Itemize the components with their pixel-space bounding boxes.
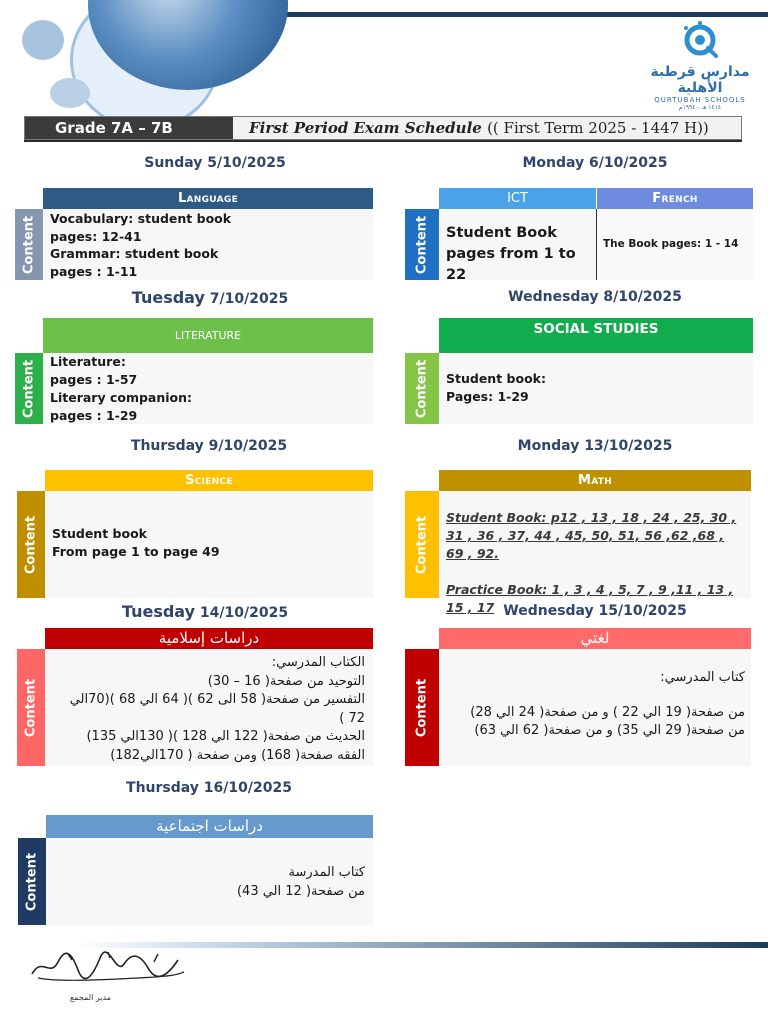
signature-image <box>28 948 188 984</box>
content-line: pages : 1-11 <box>50 263 138 279</box>
decor-bubble-small <box>22 20 64 60</box>
logo-emblem-icon <box>680 20 720 60</box>
subject-content <box>439 353 753 424</box>
day-heading: Monday 13/10/2025 <box>517 438 673 454</box>
signature-caption: مدير المجمع <box>70 993 111 1002</box>
content-line: Literature: <box>50 354 126 369</box>
subject-content <box>43 353 373 424</box>
content-line: من صفحة( 19 الي 22 ) و من صفحة( 24 الي 28) <box>470 704 745 720</box>
subject-block-social-studies <box>405 318 753 424</box>
school-founded: ١٤١٤ هـ - ١٩٩٤م <box>678 104 722 111</box>
content-line: التوحيد من صفحة( 16 – 30) <box>207 673 365 689</box>
subject-content <box>45 649 373 766</box>
content-line: Vocabulary: student book <box>50 211 232 226</box>
decor-bubble-small <box>50 78 90 108</box>
day-heading: Thursday 9/10/2025 <box>130 438 288 454</box>
content-line: Student book <box>52 526 147 541</box>
day-heading <box>100 602 310 621</box>
content-line: من صفحة( 12 الي 43) <box>236 883 365 899</box>
subject-block-science <box>17 470 373 598</box>
content-line: من صفحة( 29 الي 35) و من صفحة( 62 الي 63) <box>474 723 745 738</box>
title-underline <box>24 140 742 142</box>
day-heading: Wednesday 15/10/2025 <box>503 603 687 619</box>
subject-header: LITERATURE <box>43 318 373 353</box>
content-line: Student book: <box>446 371 546 386</box>
content-side-label: Content <box>15 353 43 424</box>
subject-header: دراسات اجتماعية <box>46 815 373 838</box>
content-line: pages : 1-29 <box>50 408 138 423</box>
subject-header-french: French <box>597 188 753 209</box>
subject-header-ict: ICT <box>439 188 596 209</box>
content-line: Student Book <box>446 225 557 241</box>
content-line: Grammar: student book <box>50 246 219 261</box>
content-side-label: Content <box>17 491 45 598</box>
subject-block-social-ar <box>18 815 373 925</box>
content-line: الحديث من صفحة( 122 الي 128 )( 130الي 135) <box>86 729 365 744</box>
day-name: Tuesday <box>121 602 196 621</box>
content-side-label: Content <box>17 649 45 766</box>
subject-block-literature <box>15 318 373 424</box>
day-heading: Thursday 16/10/2025 <box>126 780 292 796</box>
day-date: 7/10/2025 <box>209 291 289 307</box>
content-side-label: Content <box>405 649 439 766</box>
subject-content-french: The Book pages: 1 - 14 <box>597 209 753 280</box>
content-line: الكتاب المدرسي: <box>271 655 365 670</box>
day-heading: Monday 6/10/2025 <box>522 155 668 171</box>
exam-title <box>233 117 741 139</box>
grade-label: Grade 7A – 7B <box>25 117 233 139</box>
subject-header: SOCIAL STUDIES <box>439 318 753 353</box>
title-bar <box>24 116 742 140</box>
exam-term: (( First Term 2025 - 1447 H)) <box>487 119 709 137</box>
school-logo <box>630 20 768 111</box>
content-line: pages: 12-41 <box>50 228 142 244</box>
subject-block-ict-french <box>405 188 753 283</box>
content-side-label: Content <box>18 838 46 925</box>
subject-header: لغتي <box>439 628 751 649</box>
day-heading: Wednesday 8/10/2025 <box>508 289 682 305</box>
math-student-book: Student Book: p12 , 13 , 18 , 24 , 25, 30 , 31 , 36 , 37, 44 , 45, 50, 51, 56 ,62 ,68 , 69 , 92. <box>446 510 737 561</box>
content-side-label: Content <box>405 491 439 598</box>
content-line: Pages: 1-29 <box>446 389 529 404</box>
subject-content <box>45 491 373 598</box>
content-line: pages from 1 to 22 <box>446 246 576 283</box>
subject-content <box>46 838 373 925</box>
subject-content <box>439 649 751 766</box>
content-line: كتاب المدرسة <box>288 865 365 880</box>
school-name-en: QURTUBAH SCHOOLS <box>654 96 746 104</box>
subject-content-ict <box>439 209 596 283</box>
content-side-label: Content <box>405 209 439 280</box>
subject-content <box>43 209 373 280</box>
content-line: pages : 1-57 <box>50 372 138 387</box>
content-side-label: Content <box>15 209 43 280</box>
day-name: Tuesday <box>131 288 205 307</box>
exam-name: First Period Exam Schedule <box>249 119 482 137</box>
content-line: التفسير من صفحة( 58 الى 62 )( 64 الي 68 )(70الي 72 ) <box>69 692 365 726</box>
content-line: From page 1 to page 49 <box>52 544 220 559</box>
subject-block-arabic <box>405 628 751 766</box>
subject-block-islamic <box>17 628 373 766</box>
subject-header: Math <box>439 470 751 491</box>
day-heading <box>105 288 315 307</box>
subject-header: Science <box>45 470 373 491</box>
day-heading: Sunday 5/10/2025 <box>144 155 286 171</box>
subject-header: دراسات إسلامية <box>45 628 373 649</box>
content-line: الفقه صفحة( 168) ومن صفحة ( 170الي182) <box>110 747 365 763</box>
math-practice-book: Practice Book: 1 , 3 , 4 , 5, 7 , 9 ,11 , 13 , 15 , 17 <box>446 582 734 615</box>
content-line: Literary companion: <box>50 390 193 405</box>
subject-block-language <box>15 188 373 280</box>
school-name-ar: مدارس قرطبة الأهلية <box>650 64 750 96</box>
day-date: 14/10/2025 <box>199 605 289 621</box>
content-line: كتاب المدرسي: <box>660 670 745 685</box>
content-side-label: Content <box>405 353 439 424</box>
subject-header: Language <box>43 188 373 209</box>
